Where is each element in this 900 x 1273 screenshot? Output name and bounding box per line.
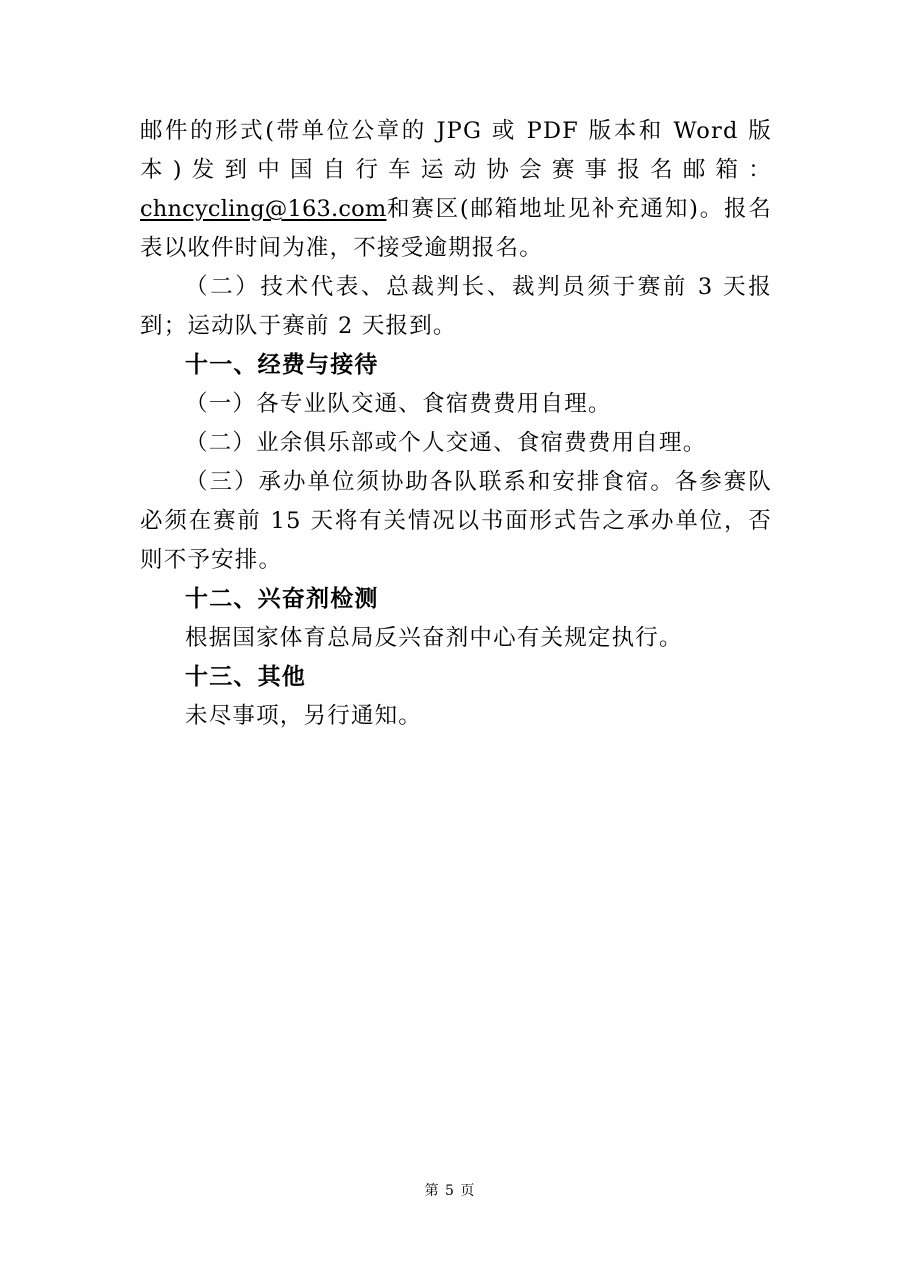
doping-test-paragraph: 根据国家体育总局反兴奋剂中心有关规定执行。 [185,625,683,651]
page-number-footer: 第 5 页 [424,1183,476,1199]
section-heading-expenses: 十一、经费与接待 [185,352,379,378]
registration-text-start: 邮件的形式(带单位公章的 JPG 或 PDF 版本和 Word 版本)发到中国自行车运动协会赛事报名邮箱： [140,118,772,183]
expenses-item-1: （一）各专业队交通、食宿费费用自理。 [185,391,612,417]
expenses-item-2: （二）业余俱乐部或个人交通、食宿费费用自理。 [185,430,707,456]
registration-text-end: 和赛区(邮箱地址见补充通知)。报名表以收件时间为准，不接受逾期报名。 [140,196,772,261]
registration-paragraph [140,112,772,268]
expenses-item-3: （三）承办单位须协助各队联系和安排食宿。各参赛队必须在赛前 15 天将有关情况以书面形式告之承办单位，否则不予安排。 [140,469,772,573]
check-in-paragraph: （二）技术代表、总裁判长、裁判员须于赛前 3 天报到；运动队于赛前 2 天报到。 [140,274,772,339]
other-paragraph: 未尽事项，另行通知。 [185,703,423,729]
registration-email-link[interactable]: chncycling@163.com [140,196,387,222]
document-body [140,112,772,736]
section-heading-doping-test: 十二、兴奋剂检测 [185,586,379,612]
section-heading-other: 十三、其他 [185,664,306,690]
